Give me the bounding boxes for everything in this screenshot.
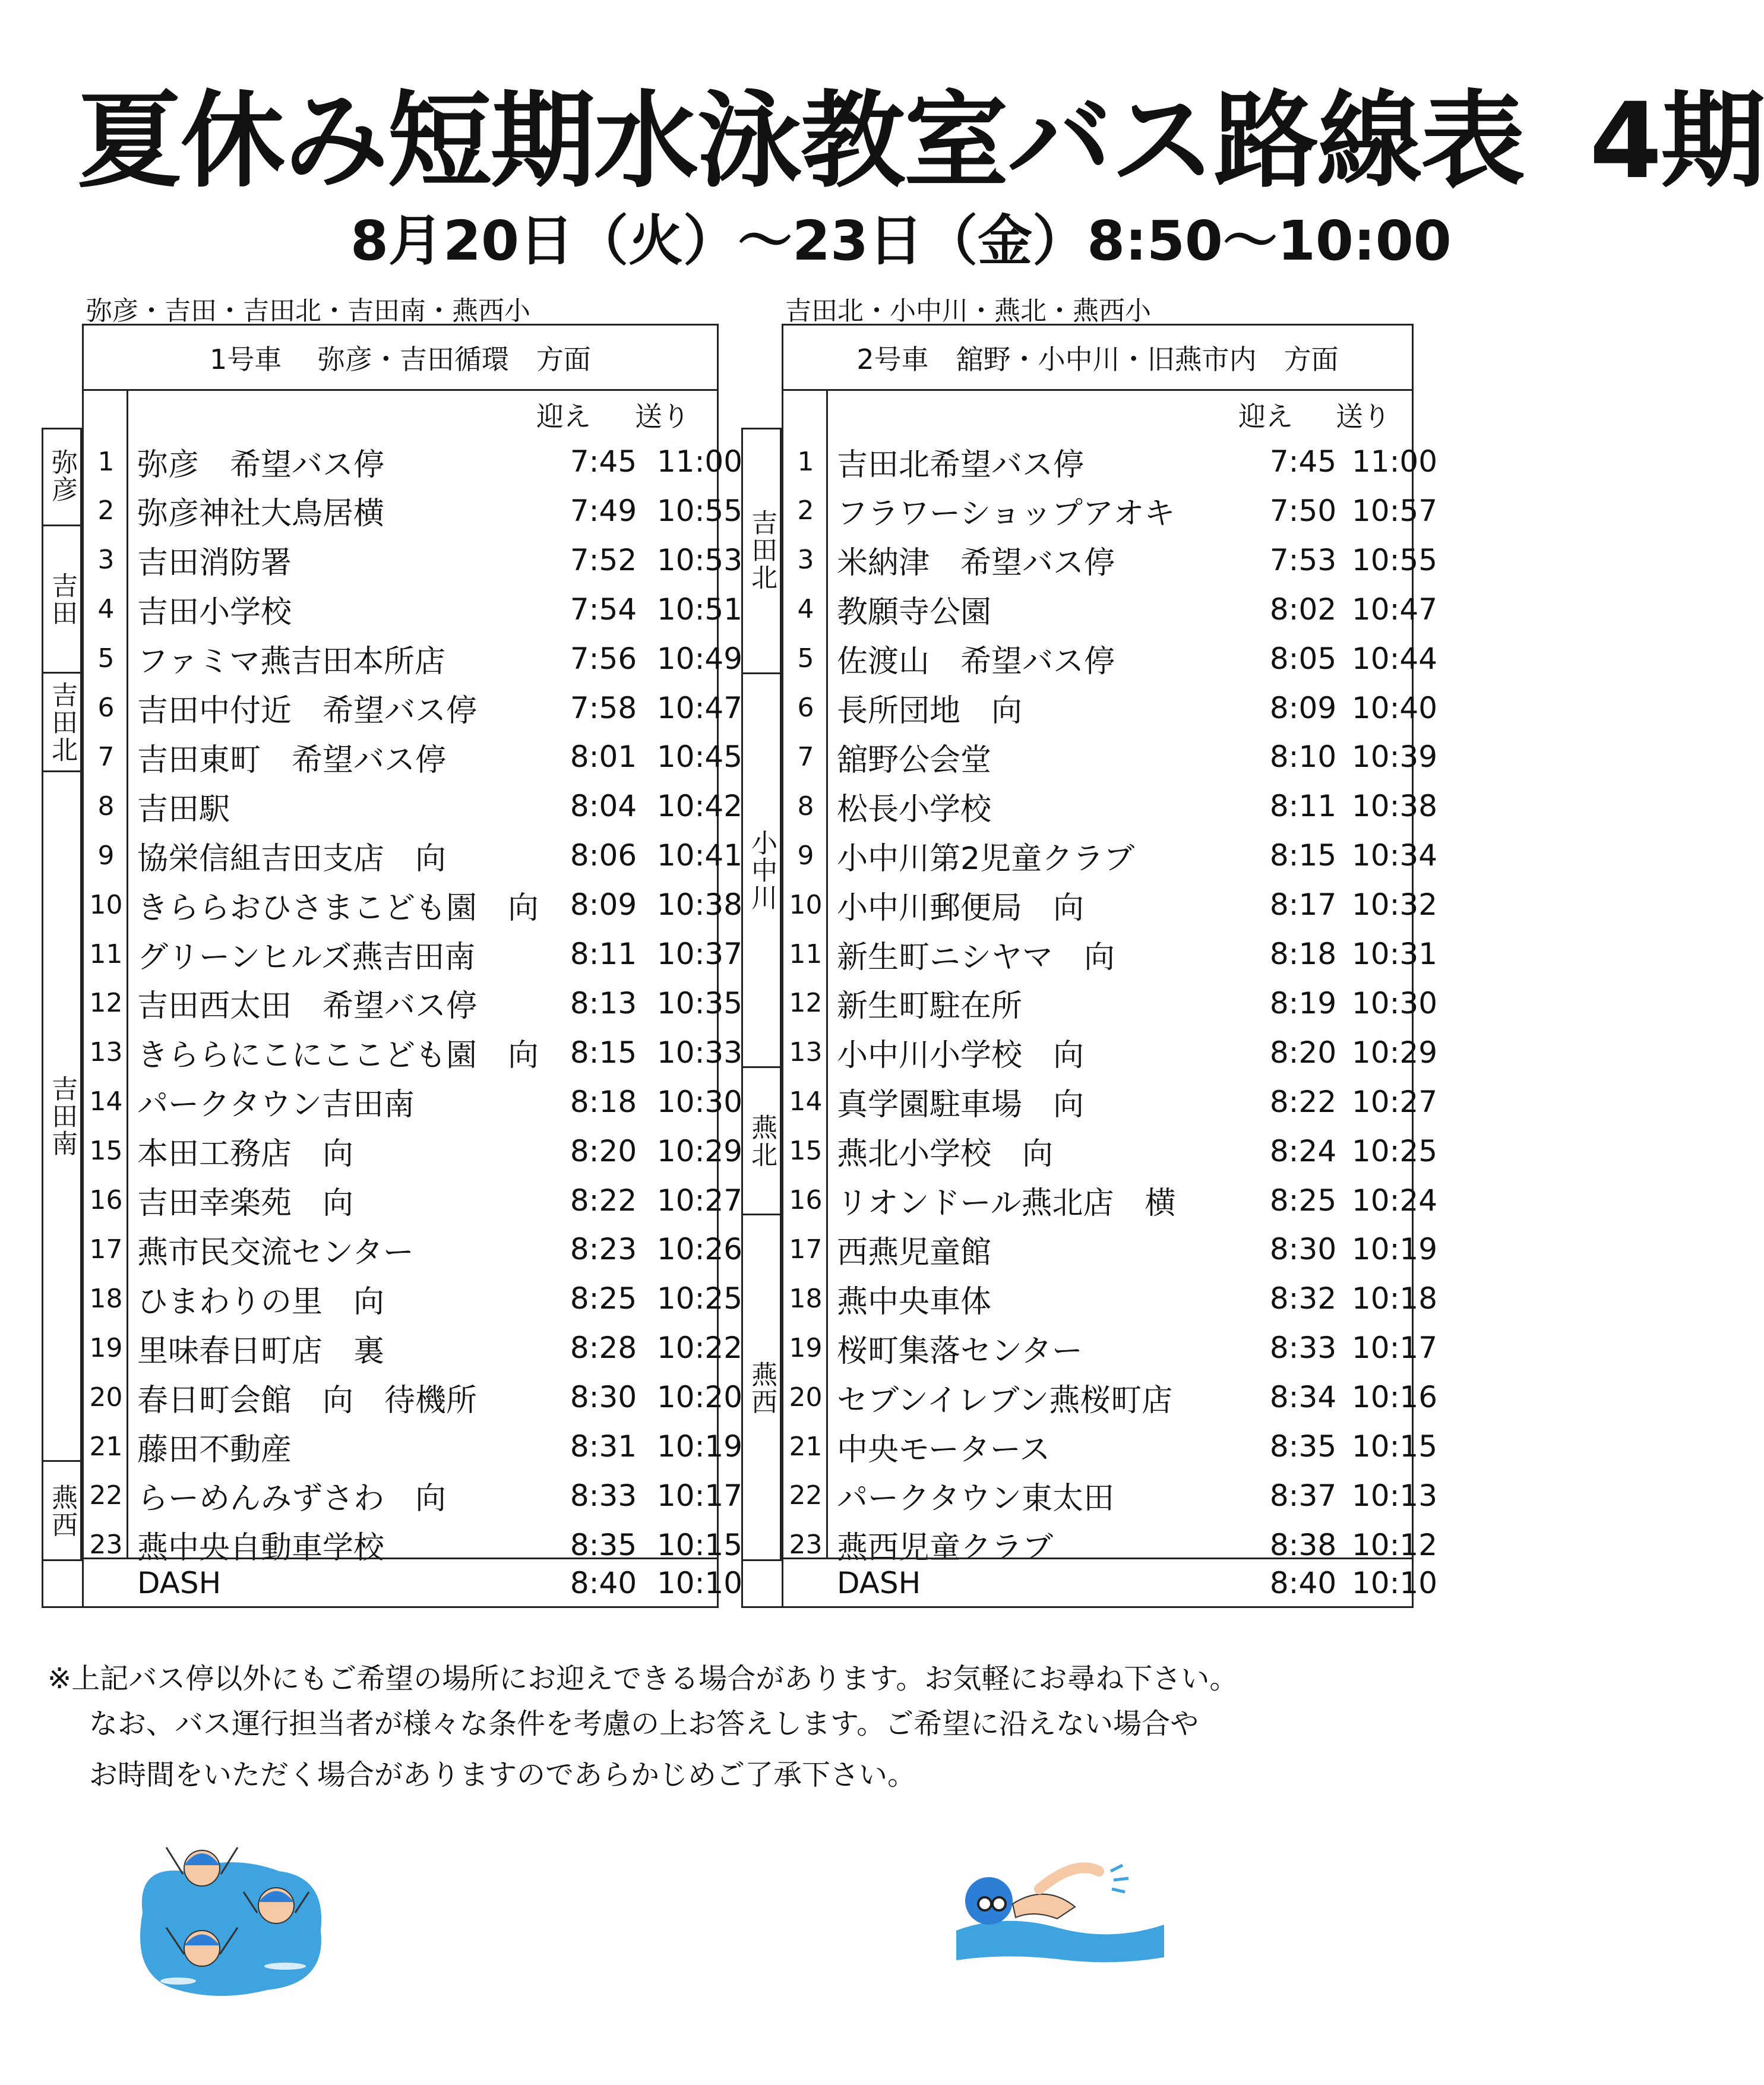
pickup-time: 7:49 xyxy=(570,493,637,528)
stop-number: 6 xyxy=(797,693,814,723)
dropoff-time: 10:38 xyxy=(656,887,743,923)
stop-number: 2 xyxy=(97,495,115,526)
dropoff-time: 10:53 xyxy=(656,542,743,577)
area-label-cell xyxy=(743,1068,780,1216)
area-label-cell xyxy=(43,1462,80,1560)
area-label: 小中川 xyxy=(747,829,777,911)
route2-dash-row xyxy=(783,1558,1438,1606)
dropoff-time: 10:30 xyxy=(1351,985,1438,1021)
stop-name: 新生町駐在所 xyxy=(837,988,1023,1025)
stop-number: 4 xyxy=(97,594,115,625)
stop-number: 3 xyxy=(797,545,814,576)
pickup-time: 8:18 xyxy=(1269,937,1337,971)
table-row xyxy=(84,1422,743,1471)
dropoff-time: 10:17 xyxy=(1351,1331,1438,1366)
table-row xyxy=(783,634,1438,683)
route2-header: 2号車 舘野・小中川・旧燕市内 方面 xyxy=(783,326,1412,391)
stop-name: 吉田幸楽苑 向 xyxy=(137,1186,354,1221)
stop-number: 3 xyxy=(97,545,115,576)
table-row xyxy=(84,486,743,535)
dropoff-time: 10:18 xyxy=(1351,1281,1438,1316)
table-row xyxy=(84,684,743,732)
pickup-time: 7:45 xyxy=(1269,444,1337,479)
stop-name: 吉田東町 希望バス停 xyxy=(137,742,447,778)
table-row xyxy=(84,634,743,683)
stop-number: 7 xyxy=(97,741,115,772)
stop-name: 協栄信組吉田支店 向 xyxy=(137,841,447,877)
stop-number: 15 xyxy=(89,1136,123,1167)
stop-name: 新生町ニシヤマ 向 xyxy=(837,939,1115,975)
dropoff-time: 10:35 xyxy=(656,985,743,1021)
area-label: 吉田 xyxy=(47,571,78,627)
table-row xyxy=(84,1323,743,1372)
stop-number: 7 xyxy=(797,741,814,772)
area-label: 燕西 xyxy=(747,1360,777,1416)
table-row xyxy=(84,880,743,929)
swimmer-icon xyxy=(950,1847,1170,1966)
stop-number: 21 xyxy=(789,1431,823,1462)
stop-name: 燕中央自動車学校 xyxy=(137,1530,385,1566)
table-row xyxy=(84,732,743,781)
table-row xyxy=(84,437,743,486)
stop-number: 17 xyxy=(789,1234,823,1265)
pickup-time: 8:30 xyxy=(570,1380,637,1415)
dropoff-time: 10:49 xyxy=(656,641,743,676)
dropoff-time: 10:57 xyxy=(1351,493,1438,528)
pickup-time: 8:28 xyxy=(570,1331,637,1366)
stop-name: 小中川第2児童クラブ xyxy=(837,841,1135,877)
stop-number: 19 xyxy=(789,1332,823,1363)
stop-name: 中央モータース xyxy=(837,1432,1051,1468)
stop-name: 桜町集落センター xyxy=(837,1333,1083,1369)
table-row xyxy=(84,1373,743,1421)
table-row xyxy=(783,1225,1438,1274)
pickup-time: 8:32 xyxy=(1269,1281,1337,1316)
stop-number: 20 xyxy=(789,1382,823,1413)
pickup-time: 8:10 xyxy=(1269,740,1337,775)
table-row xyxy=(783,1471,1438,1520)
table-row xyxy=(84,1127,743,1176)
stop-number: 10 xyxy=(789,889,823,920)
route1-table xyxy=(82,324,743,1608)
stop-name: 吉田西太田 希望バス停 xyxy=(137,988,478,1025)
stop-name: パークタウン吉田南 xyxy=(137,1087,415,1123)
stop-number: 23 xyxy=(89,1530,123,1560)
dropoff-time: 10:38 xyxy=(1351,789,1438,824)
stop-name: 吉田中付近 希望バス停 xyxy=(137,693,478,729)
area-label-cell xyxy=(743,674,780,1068)
table-row xyxy=(783,684,1438,732)
stop-number: 16 xyxy=(89,1185,123,1215)
pickup-time: 8:33 xyxy=(570,1478,637,1513)
dropoff-time: 10:25 xyxy=(1351,1133,1438,1168)
dropoff-time: 10:27 xyxy=(656,1183,743,1218)
area-label-cell xyxy=(743,1215,780,1560)
pickup-time: 8:01 xyxy=(570,740,637,775)
stop-name: 米納津 希望バス停 xyxy=(837,545,1115,582)
route1-header: 1号車 弥彦・吉田循環 方面 xyxy=(84,326,717,391)
table-row xyxy=(783,585,1438,634)
title-period: 4期 xyxy=(1589,80,1764,202)
pickup-time: 8:37 xyxy=(1269,1478,1337,1513)
stop-name: リオンドール燕北店 横 xyxy=(837,1186,1176,1221)
stop-name: 西燕児童館 xyxy=(837,1234,992,1271)
stop-name: パークタウン東太田 xyxy=(837,1481,1114,1517)
dropoff-time: 11:00 xyxy=(1351,444,1438,479)
dropoff-time: 10:10 xyxy=(656,1565,743,1600)
pickup-time: 7:56 xyxy=(570,641,637,676)
pickup-time: 8:06 xyxy=(570,838,637,873)
dropoff-time: 10:22 xyxy=(656,1331,743,1366)
pickup-time: 8:22 xyxy=(1269,1084,1337,1119)
table-row xyxy=(783,536,1438,585)
table-row xyxy=(783,782,1438,830)
stop-number: 4 xyxy=(797,594,814,625)
stop-number: 10 xyxy=(89,889,123,920)
dropoff-time: 10:45 xyxy=(656,740,743,775)
dropoff-time: 10:30 xyxy=(656,1084,743,1119)
route2-dash-area-cell xyxy=(741,1559,782,1608)
table-row xyxy=(783,979,1438,1028)
stop-number: 11 xyxy=(789,939,823,969)
area-label: 吉田北 xyxy=(47,681,78,763)
area-label-cell xyxy=(43,772,80,1462)
stop-name: らーめんみずさわ 向 xyxy=(137,1481,447,1517)
dropoff-time: 10:27 xyxy=(1351,1084,1438,1119)
table-row xyxy=(783,1028,1438,1077)
pickup-time: 8:34 xyxy=(1269,1380,1337,1415)
table-row xyxy=(783,1078,1438,1126)
area-label-cell xyxy=(43,428,80,526)
stop-number: 21 xyxy=(89,1431,123,1462)
dropoff-time: 10:17 xyxy=(656,1478,743,1513)
stop-name: 里味春日町店 裏 xyxy=(137,1333,385,1369)
route2-area-column xyxy=(741,428,782,1561)
note-line-2: なお、バス運行担当者が様々な条件を考慮の上お答えします。ご希望に沿えない場合や xyxy=(89,1707,1199,1740)
stop-name: 小中川小学校 向 xyxy=(837,1038,1085,1074)
route2-dropoff-header: 送り xyxy=(1336,400,1390,432)
table-row xyxy=(783,1323,1438,1372)
pickup-time: 8:20 xyxy=(1269,1035,1337,1070)
dropoff-time: 10:15 xyxy=(1351,1429,1438,1464)
stop-name: 燕西児童クラブ xyxy=(837,1530,1054,1566)
table-row xyxy=(783,1373,1438,1421)
page-title xyxy=(77,80,1764,202)
stop-name: 舘野公会堂 xyxy=(837,742,992,778)
stop-name: 長所団地 向 xyxy=(837,693,1023,729)
stop-name: きららおひさまこども園 向 xyxy=(137,890,539,926)
stop-name: 松長小学校 xyxy=(837,791,992,827)
stop-name: グリーンヒルズ燕吉田南 xyxy=(137,939,476,975)
table-row xyxy=(783,1422,1438,1471)
pickup-time: 7:50 xyxy=(1269,493,1337,528)
route1-pickup-header: 迎え xyxy=(536,400,591,432)
pickup-time: 8:20 xyxy=(570,1133,637,1168)
stop-name: 佐渡山 希望バス停 xyxy=(837,644,1115,680)
pickup-time: 8:05 xyxy=(1269,641,1337,676)
table-row xyxy=(84,1225,743,1274)
table-row xyxy=(84,1176,743,1225)
stop-number: 11 xyxy=(89,939,123,969)
pickup-time: 8:04 xyxy=(570,789,637,824)
pickup-time: 8:35 xyxy=(570,1527,637,1562)
area-label-cell xyxy=(743,428,780,674)
dropoff-time: 10:19 xyxy=(656,1429,743,1464)
route2-table xyxy=(782,324,1438,1608)
stop-number: 12 xyxy=(789,988,823,1019)
pickup-time: 7:58 xyxy=(570,690,637,725)
area-label: 弥彦 xyxy=(47,448,78,504)
stop-name: 吉田小学校 xyxy=(137,595,292,631)
pickup-time: 8:22 xyxy=(570,1183,637,1218)
stop-number: 1 xyxy=(797,446,814,477)
route1-dash-area-cell xyxy=(42,1559,82,1608)
stop-number: 8 xyxy=(97,791,115,822)
stop-number: 13 xyxy=(789,1037,823,1068)
dropoff-time: 10:10 xyxy=(1351,1565,1438,1600)
dropoff-time: 10:34 xyxy=(1351,838,1438,873)
dropoff-time: 10:12 xyxy=(1351,1527,1438,1562)
pickup-time: 8:25 xyxy=(1269,1183,1337,1218)
dropoff-time: 10:37 xyxy=(656,937,743,971)
pickup-time: 8:38 xyxy=(1269,1527,1337,1562)
dropoff-time: 11:00 xyxy=(656,444,743,479)
pickup-time: 8:23 xyxy=(570,1232,637,1267)
table-row xyxy=(84,1471,743,1520)
stop-number: 15 xyxy=(789,1136,823,1167)
stop-name: DASH xyxy=(137,1565,222,1600)
stop-number: 22 xyxy=(89,1480,123,1511)
dropoff-time: 10:26 xyxy=(656,1232,743,1267)
dropoff-time: 10:42 xyxy=(656,789,743,824)
dropoff-time: 10:44 xyxy=(1351,641,1438,676)
table-row xyxy=(783,486,1438,535)
stop-number: 18 xyxy=(89,1283,123,1314)
pickup-time: 7:52 xyxy=(570,542,637,577)
dropoff-time: 10:16 xyxy=(1351,1380,1438,1415)
stop-name: ひまわりの里 向 xyxy=(137,1284,385,1320)
pickup-time: 8:24 xyxy=(1269,1133,1337,1168)
pickup-time: 8:09 xyxy=(1269,690,1337,725)
pickup-time: 8:31 xyxy=(570,1429,637,1464)
stop-number: 22 xyxy=(789,1480,823,1511)
table-row xyxy=(783,1274,1438,1323)
stop-name: 弥彦神社大鳥居横 xyxy=(137,496,385,532)
stop-number: 9 xyxy=(97,840,115,871)
stop-number: 14 xyxy=(89,1086,123,1117)
table-row xyxy=(783,1176,1438,1225)
table-row xyxy=(84,979,743,1028)
stop-name: 教願寺公園 xyxy=(837,595,992,631)
stop-number: 6 xyxy=(97,693,115,723)
table-row xyxy=(783,1127,1438,1176)
table-row xyxy=(84,1078,743,1126)
table-row xyxy=(84,930,743,978)
table-row xyxy=(84,1274,743,1323)
dropoff-time: 10:24 xyxy=(1351,1183,1438,1218)
pickup-time: 8:17 xyxy=(1269,887,1337,923)
dropoff-time: 10:47 xyxy=(656,690,743,725)
dropoff-time: 10:15 xyxy=(656,1527,743,1562)
table-row xyxy=(84,1028,743,1077)
area-label: 燕西 xyxy=(47,1483,78,1539)
stop-number: 18 xyxy=(789,1283,823,1314)
stop-number: 9 xyxy=(797,840,814,871)
pickup-time: 7:54 xyxy=(570,592,637,627)
pickup-time: 8:13 xyxy=(570,985,637,1021)
dropoff-time: 10:32 xyxy=(1351,887,1438,923)
stop-name: セブンイレブン燕桜町店 xyxy=(837,1382,1173,1419)
stop-number: 14 xyxy=(789,1086,823,1117)
stop-name: 燕市民交流センター xyxy=(137,1234,414,1271)
pickup-time: 8:09 xyxy=(570,887,637,923)
area-label-cell xyxy=(43,526,80,674)
table-row xyxy=(783,930,1438,978)
pickup-time: 8:35 xyxy=(1269,1429,1337,1464)
schedule-dates: 8月20日（火）～23日（金）8:50～10:00 xyxy=(350,209,1452,273)
table-row xyxy=(84,782,743,830)
table-row xyxy=(783,437,1438,486)
pickup-time: 8:19 xyxy=(1269,985,1337,1021)
swimming-children-icon xyxy=(131,1830,333,2002)
table-row xyxy=(783,732,1438,781)
stop-name: 藤田不動産 xyxy=(137,1432,292,1468)
stop-number: 5 xyxy=(797,643,814,674)
dropoff-time: 10:13 xyxy=(1351,1478,1438,1513)
stop-number: 19 xyxy=(89,1332,123,1363)
route1-area-column xyxy=(42,428,82,1561)
table-row xyxy=(84,831,743,880)
area-label: 吉田北 xyxy=(747,508,777,591)
dropoff-time: 10:47 xyxy=(1351,592,1438,627)
stop-number: 1 xyxy=(97,446,115,477)
dropoff-time: 10:40 xyxy=(1351,690,1438,725)
stop-name: 弥彦 希望バス停 xyxy=(137,447,385,483)
table-row xyxy=(783,831,1438,880)
dropoff-time: 10:25 xyxy=(656,1281,743,1316)
dropoff-time: 10:31 xyxy=(1351,937,1438,971)
area-label-cell xyxy=(43,674,80,773)
stop-name: 燕中央車体 xyxy=(837,1284,992,1320)
stop-name: 吉田北希望バス停 xyxy=(837,447,1085,483)
route1-dash-row xyxy=(84,1558,743,1606)
pickup-time: 8:15 xyxy=(1269,838,1337,873)
pickup-time: 8:11 xyxy=(570,937,637,971)
stop-number: 5 xyxy=(97,643,115,674)
pickup-time: 7:45 xyxy=(570,444,637,479)
area-label: 燕北 xyxy=(747,1113,777,1168)
pickup-time: 8:33 xyxy=(1269,1331,1337,1366)
table-row xyxy=(783,880,1438,929)
stop-name: フラワーショップアオキ xyxy=(837,496,1175,532)
dropoff-time: 10:29 xyxy=(656,1133,743,1168)
note-line-1: ※上記バス停以外にもご希望の場所にお迎えできる場合があります。お気軽にお尋ね下さい。 xyxy=(48,1662,1238,1695)
pickup-time: 8:40 xyxy=(570,1565,637,1600)
stop-name: DASH xyxy=(837,1565,921,1600)
stop-name: 吉田駅 xyxy=(137,791,230,827)
stop-number: 2 xyxy=(797,495,814,526)
pickup-time: 8:40 xyxy=(1269,1565,1337,1600)
stop-number: 8 xyxy=(797,791,814,822)
pickup-time: 8:25 xyxy=(570,1281,637,1316)
route2-pickup-header: 迎え xyxy=(1238,400,1293,432)
note-line-3: お時間をいただく場合がありますのであらかじめご了承下さい。 xyxy=(89,1758,916,1792)
dropoff-time: 10:41 xyxy=(656,838,743,873)
title-main: 夏休み短期水泳教室バス路線表 xyxy=(77,80,1525,202)
table-row xyxy=(84,536,743,585)
route1-schools: 弥彦・吉田・吉田北・吉田南・燕西小 xyxy=(86,296,530,326)
pickup-time: 8:15 xyxy=(570,1035,637,1070)
stop-name: きららにこにここども園 向 xyxy=(137,1038,539,1074)
dropoff-time: 10:33 xyxy=(656,1035,743,1070)
area-label: 吉田南 xyxy=(47,1075,78,1158)
dropoff-time: 10:55 xyxy=(656,493,743,528)
stop-name: 燕北小学校 向 xyxy=(837,1136,1054,1173)
pickup-time: 8:30 xyxy=(1269,1232,1337,1267)
stop-number: 17 xyxy=(89,1234,123,1265)
stop-name: 春日町会館 向 待機所 xyxy=(137,1382,478,1419)
dropoff-time: 10:19 xyxy=(1351,1232,1438,1267)
stop-name: ファミマ燕吉田本所店 xyxy=(137,644,445,680)
pickup-time: 8:02 xyxy=(1269,592,1337,627)
route2-schools: 吉田北・小中川・燕北・燕西小 xyxy=(785,296,1151,326)
dropoff-time: 10:51 xyxy=(656,592,743,627)
stop-name: 小中川郵便局 向 xyxy=(837,890,1085,926)
pickup-time: 8:11 xyxy=(1269,789,1337,824)
stop-number: 20 xyxy=(89,1382,123,1413)
dropoff-time: 10:20 xyxy=(656,1380,743,1415)
table-row xyxy=(84,585,743,634)
dropoff-time: 10:29 xyxy=(1351,1035,1438,1070)
stop-name: 真学園駐車場 向 xyxy=(837,1087,1085,1123)
stop-number: 13 xyxy=(89,1037,123,1068)
pickup-time: 8:18 xyxy=(570,1084,637,1119)
stop-name: 本田工務店 向 xyxy=(137,1136,354,1173)
stop-number: 16 xyxy=(789,1185,823,1215)
dropoff-time: 10:55 xyxy=(1351,542,1438,577)
route1-dropoff-header: 送り xyxy=(635,400,690,432)
dropoff-time: 10:39 xyxy=(1351,740,1438,775)
stop-number: 12 xyxy=(89,988,123,1019)
pickup-time: 7:53 xyxy=(1269,542,1337,577)
stop-name: 吉田消防署 xyxy=(137,545,292,582)
stop-number: 23 xyxy=(789,1530,823,1560)
